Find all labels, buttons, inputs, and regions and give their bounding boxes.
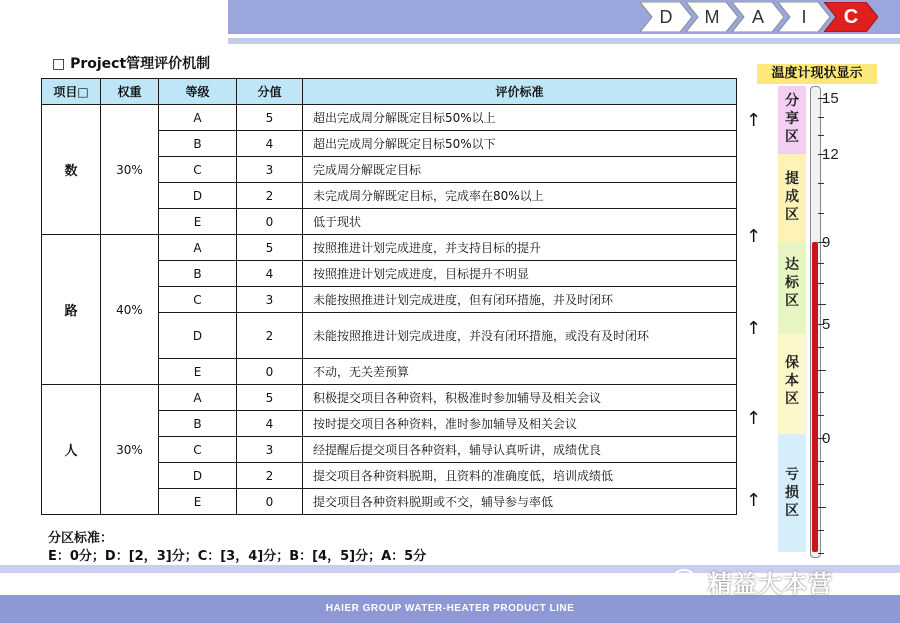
thermometer-tick (818, 347, 824, 348)
table-row (42, 105, 737, 131)
criteria-cell: 未能按照推进计划完成进度，并没有闭环措施，或没有及时闭环 (303, 313, 737, 359)
criteria-cell: 未完成周分解既定目标，完成率在80%以上 (303, 183, 737, 209)
header-grade: 等级 (159, 79, 237, 105)
criteria-cell: 超出完成周分解既定目标50%以下 (303, 131, 737, 157)
scale-label-0: 0 (822, 430, 831, 447)
thermometer-tick (818, 392, 824, 393)
score-cell: 3 (237, 437, 303, 463)
thermometer-tick (818, 183, 824, 184)
header-weight: 权重 (101, 79, 159, 105)
thermometer-title: 温度计现状显示 (757, 64, 877, 84)
up-arrow-icon: ↑ (746, 110, 762, 131)
grade-cell: B (159, 131, 237, 157)
score-cell: 5 (237, 105, 303, 131)
score-cell: 4 (237, 261, 303, 287)
criteria-cell: 按照推进计划完成进度，目标提升不明显 (303, 261, 737, 287)
score-cell: 4 (237, 411, 303, 437)
grade-cell: C (159, 287, 237, 313)
criteria-cell: 提交项目各种资料脱期或不交，辅导参与率低 (303, 489, 737, 515)
score-cell: 3 (237, 157, 303, 183)
criteria-cell: 按照推进计划完成进度，并支持目标的提升 (303, 235, 737, 261)
grade-cell: E (159, 489, 237, 515)
thermometer-tick (818, 461, 824, 462)
zone-label-breakeven: 保本区 (785, 355, 799, 407)
zone-label-bonus: 提成区 (785, 171, 799, 223)
grade-cell: E (159, 359, 237, 385)
grade-cell: A (159, 235, 237, 261)
grade-cell: A (159, 105, 237, 131)
score-cell: 4 (237, 131, 303, 157)
thermometer-tick (818, 304, 826, 305)
criteria-cell: 经提醒后提交项目各种资料，辅导认真听讲，成绩优良 (303, 437, 737, 463)
group-weight: 30% (101, 105, 159, 235)
scale-label-9: 9 (822, 234, 831, 251)
thermometer-tick (818, 263, 824, 264)
score-cell: 5 (237, 385, 303, 411)
criteria-cell: 未能按照推进计划完成进度，但有闭环措施，并及时闭环 (303, 287, 737, 313)
table-row (42, 235, 737, 261)
process-bar-underline (228, 38, 900, 44)
zone-label-target: 达标区 (785, 257, 799, 309)
group-name-shu: 数 (42, 105, 101, 235)
score-cell: 0 (237, 359, 303, 385)
dmaic-step-c[interactable]: C (824, 2, 878, 32)
dmaic-step-i[interactable]: I (778, 2, 830, 32)
thermometer-tick (818, 415, 824, 416)
score-cell: 0 (237, 489, 303, 515)
thermometer-tick (818, 135, 824, 136)
header-criteria: 评价标准 (303, 79, 737, 105)
up-arrow-icon: ↑ (746, 408, 762, 429)
group-name-ren: 人 (42, 385, 101, 515)
scale-label-12: 12 (822, 146, 839, 163)
up-arrow-icon: ↑ (746, 490, 762, 511)
up-arrow-icon: ↑ (746, 226, 762, 247)
grade-cell: C (159, 157, 237, 183)
criteria-cell: 按时提交项目各种资料，准时参加辅导及相关会议 (303, 411, 737, 437)
grade-cell: B (159, 411, 237, 437)
grade-cell: D (159, 183, 237, 209)
dmaic-step-d[interactable]: D (640, 2, 692, 32)
thermometer-tick (818, 370, 826, 371)
thermometer-tick (818, 117, 824, 118)
grade-cell: A (159, 385, 237, 411)
group-weight: 40% (101, 235, 159, 385)
score-cell: 3 (237, 287, 303, 313)
score-cell: 2 (237, 313, 303, 359)
grade-cell: C (159, 437, 237, 463)
zone-criteria-formula: E：0分；D：[2，3]分；C：[3，4]分；B：[4，5]分；A：5分 (48, 549, 427, 564)
criteria-cell: 不动，无关差预算 (303, 359, 737, 385)
dmaic-step-a[interactable]: A (732, 2, 784, 32)
table-row (42, 385, 737, 411)
thermometer-tick (818, 553, 824, 554)
criteria-cell: 完成周分解既定目标 (303, 157, 737, 183)
table-header-row (42, 79, 737, 105)
score-cell: 2 (237, 463, 303, 489)
grade-cell: D (159, 313, 237, 359)
wechat-icon (672, 568, 704, 592)
footer-text: HAIER GROUP WATER-HEATER PRODUCT LINE (325, 603, 575, 614)
up-arrow-icon: ↑ (746, 318, 762, 339)
grade-cell: D (159, 463, 237, 489)
group-weight: 30% (101, 385, 159, 515)
criteria-cell: 积极提交项目各种资料，积极准时参加辅导及相关会议 (303, 385, 737, 411)
thermometer-tick (818, 507, 826, 508)
zone-label-share: 分享区 (785, 93, 799, 145)
criteria-cell: 超出完成周分解既定目标50%以上 (303, 105, 737, 131)
group-name-lu: 路 (42, 235, 101, 385)
zone-criteria-heading: 分区标准： (48, 531, 114, 546)
scale-label-15: 15 (822, 90, 839, 107)
dmaic-step-m[interactable]: M (686, 2, 738, 32)
thermometer-tick (818, 283, 824, 284)
thermometer-tick (818, 484, 824, 485)
score-cell: 5 (237, 235, 303, 261)
section-title: □ Project管理评价机制 (52, 56, 211, 72)
grade-cell: B (159, 261, 237, 287)
watermark-text: 精益大本营 (708, 570, 833, 598)
zone-label-loss: 亏损区 (785, 467, 799, 519)
grade-cell: E (159, 209, 237, 235)
criteria-cell: 低于现状 (303, 209, 737, 235)
scale-label-5: 5 (822, 316, 831, 333)
thermometer-mercury (812, 242, 818, 552)
header-project: 项目□ (42, 79, 101, 105)
thermometer-tick (818, 530, 824, 531)
score-cell: 0 (237, 209, 303, 235)
thermometer-tick (818, 213, 824, 214)
header-score: 分值 (237, 79, 303, 105)
criteria-cell: 提交项目各种资料脱期，且资料的准确度低，培训成绩低 (303, 463, 737, 489)
score-cell: 2 (237, 183, 303, 209)
evaluation-table (41, 78, 737, 515)
